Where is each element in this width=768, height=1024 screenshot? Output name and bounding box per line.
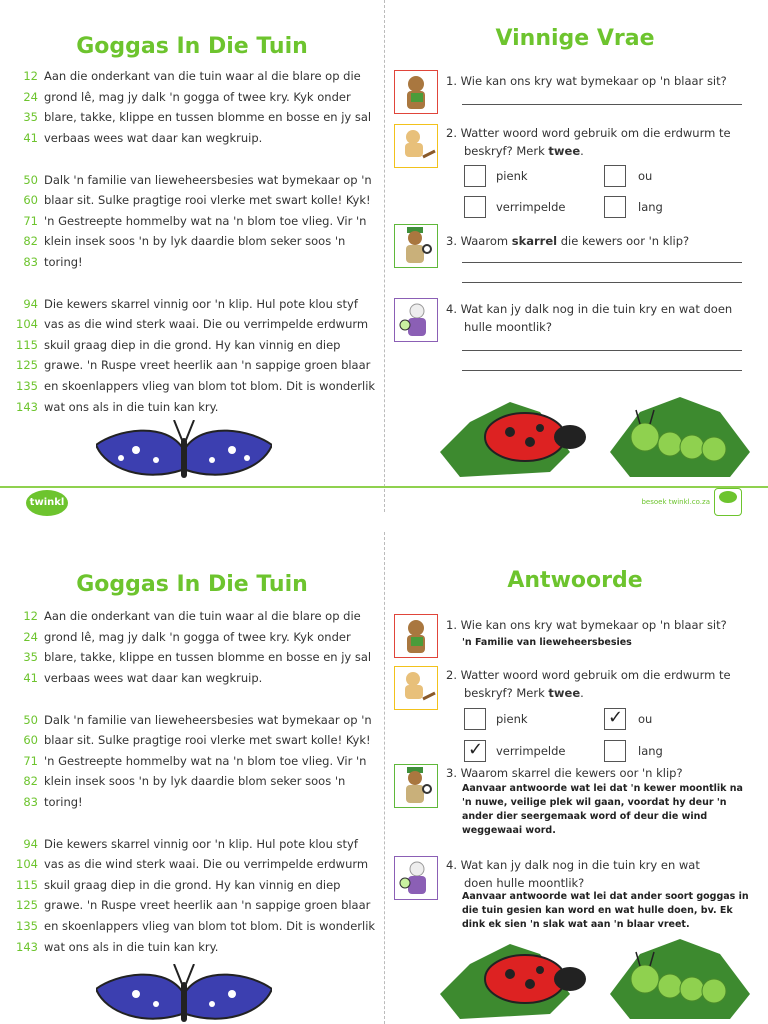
word-count: 135 xyxy=(16,379,38,394)
passage-paragraph xyxy=(14,66,374,148)
word-count: 83 xyxy=(23,795,38,810)
checkbox-verrimpelde[interactable] xyxy=(464,740,486,762)
word-count: 41 xyxy=(23,131,38,146)
reading-passage xyxy=(14,606,374,978)
option-label: pienk xyxy=(496,169,528,183)
cut-line xyxy=(384,532,385,1024)
option-label: verrimpelde xyxy=(496,200,566,214)
passage-line xyxy=(14,751,374,772)
passage-line xyxy=(14,314,374,335)
dog-with-magnifier-icon xyxy=(394,298,438,342)
passage-line xyxy=(14,771,374,792)
word-count: 24 xyxy=(23,89,38,104)
passage-line xyxy=(14,833,374,854)
dog-digging-icon xyxy=(394,666,438,710)
question-4-text: 4. Wat kan jy dalk nog in die tuin kry en wat doen hulle moontlik? xyxy=(446,858,700,890)
option-label: lang xyxy=(638,744,663,758)
option-label: ou xyxy=(638,712,653,726)
checkbox-lang[interactable] xyxy=(604,740,626,762)
word-count: 115 xyxy=(16,877,38,892)
reading-column xyxy=(0,532,384,1024)
passage-text: Aan die onderkant van die tuin waar al die blare op die xyxy=(44,609,361,624)
checkbox-ou[interactable] xyxy=(604,165,626,187)
passage-text: en skoenlappers vlieg van blom tot blom. Dit is wonderlik xyxy=(44,919,376,934)
passage-line xyxy=(14,668,374,689)
passage-text: 'n Gestreepte hommelby wat na 'n blom toe vlieg. Vir 'n xyxy=(44,753,367,768)
passage-text: Dalk 'n familie van lieweheersbesies wat bymekaar op 'n xyxy=(44,712,372,727)
passage-text: Dalk 'n familie van lieweheersbesies wat bymekaar op 'n xyxy=(44,172,372,187)
word-count: 71 xyxy=(23,213,38,228)
passage-text: wat ons als in die tuin kan kry. xyxy=(44,399,219,414)
question-2-text: 2. Watter woord word gebruik om die erdwurm te beskryf? Merk twee. xyxy=(446,668,731,700)
option-label: ou xyxy=(638,169,653,183)
passage-line xyxy=(14,231,374,252)
answers-column xyxy=(390,532,768,1024)
answer-1-text: 'n Familie van lieweheersbesies xyxy=(462,637,632,648)
dog-reading-icon xyxy=(394,614,438,658)
checkbox-pienk[interactable] xyxy=(464,708,486,730)
answer-line[interactable] xyxy=(462,262,742,263)
worksheet-answers xyxy=(0,532,768,1024)
detective-dog-icon xyxy=(394,224,438,268)
passage-line xyxy=(14,293,374,314)
word-count: 143 xyxy=(16,939,38,954)
word-count: 104 xyxy=(16,857,38,872)
question-1-text: 1. Wie kan ons kry wat bymekaar op 'n blaar sit? xyxy=(446,74,727,88)
quality-badge-icon xyxy=(714,488,742,516)
passage-text: 'n Gestreepte hommelby wat na 'n blom toe vlieg. Vir 'n xyxy=(44,213,367,228)
passage-paragraph xyxy=(14,833,374,957)
checkbox-row-1 xyxy=(462,708,752,734)
checkbox-row-2 xyxy=(462,740,752,766)
butterfly-illustration xyxy=(96,420,272,482)
detective-dog-icon xyxy=(394,764,438,808)
passage-paragraph xyxy=(14,606,374,688)
word-count: 125 xyxy=(16,898,38,913)
passage-text: verbaas wees wat daar kan wegkruip. xyxy=(44,671,263,686)
passage-text: en skoenlappers vlieg van blom tot blom. Dit is wonderlik xyxy=(44,379,376,394)
passage-line xyxy=(14,169,374,190)
questions-title: Vinnige Vrae xyxy=(495,26,655,51)
passage-title: Goggas In Die Tuin xyxy=(76,572,308,597)
passage-line xyxy=(14,627,374,648)
question-3-text: 3. Waarom skarrel die kewers oor 'n klip? xyxy=(446,234,690,248)
word-count: 143 xyxy=(16,399,38,414)
passage-text: grawe. 'n Ruspe vreet heerlik aan 'n sappige groen blaar xyxy=(44,358,371,373)
word-count: 94 xyxy=(23,296,38,311)
cut-line xyxy=(384,0,385,512)
word-count: 24 xyxy=(23,629,38,644)
word-count: 41 xyxy=(23,671,38,686)
passage-text: blaar sit. Sulke pragtige rooi vlerke met swart kolle! Kyk! xyxy=(44,193,371,208)
word-count: 12 xyxy=(23,609,38,624)
passage-line xyxy=(14,792,374,813)
passage-line xyxy=(14,252,374,273)
butterfly-illustration xyxy=(96,964,272,1024)
passage-line xyxy=(14,376,374,397)
passage-text: toring! xyxy=(44,255,83,270)
passage-text: verbaas wees wat daar kan wegkruip. xyxy=(44,131,263,146)
dog-with-magnifier-icon xyxy=(394,856,438,900)
passage-line xyxy=(14,211,374,232)
passage-text: toring! xyxy=(44,795,83,810)
passage-line xyxy=(14,647,374,668)
ladybug-caterpillar-illustration xyxy=(430,392,760,482)
word-count: 125 xyxy=(16,358,38,373)
word-count: 104 xyxy=(16,317,38,332)
question-4-text: 4. Wat kan jy dalk nog in die tuin kry en wat doen hulle moontlik? xyxy=(446,302,733,334)
passage-text: skuil graag diep in die grond. Hy kan vinnig en diep xyxy=(44,337,341,352)
passage-line xyxy=(14,709,374,730)
word-count: 60 xyxy=(23,733,38,748)
passage-line xyxy=(14,916,374,937)
passage-line xyxy=(14,936,374,957)
answer-line[interactable] xyxy=(462,350,742,351)
question-2-text: 2. Watter woord word gebruik om die erdwurm te beskryf? Merk twee. xyxy=(446,126,731,158)
passage-line xyxy=(14,606,374,627)
passage-line xyxy=(14,730,374,751)
passage-line xyxy=(14,335,374,356)
questions-column xyxy=(390,0,768,512)
answer-line[interactable] xyxy=(462,282,742,283)
dog-digging-icon xyxy=(394,124,438,168)
checkbox-pienk[interactable] xyxy=(464,165,486,187)
question-1-text: 1. Wie kan ons kry wat bymekaar op 'n blaar sit? xyxy=(446,618,727,632)
word-count: 35 xyxy=(23,650,38,665)
footer-rule xyxy=(0,486,768,488)
passage-line xyxy=(14,190,374,211)
checkbox-row-2 xyxy=(462,196,752,222)
word-count: 135 xyxy=(16,919,38,934)
check-mark-icon: ✓ xyxy=(468,739,484,760)
passage-line xyxy=(14,875,374,896)
passage-text: blare, takke, klippe en tussen blomme en bosse en jy sal xyxy=(44,650,372,665)
passage-text: skuil graag diep in die grond. Hy kan vinnig en diep xyxy=(44,877,341,892)
option-label: verrimpelde xyxy=(496,744,566,758)
checkbox-verrimpelde[interactable] xyxy=(464,196,486,218)
reading-passage xyxy=(14,66,374,438)
word-count: 115 xyxy=(16,337,38,352)
option-label: lang xyxy=(638,200,663,214)
passage-title: Goggas In Die Tuin xyxy=(76,34,308,59)
passage-text: blare, takke, klippe en tussen blomme en bosse en jy sal xyxy=(44,110,372,125)
passage-line xyxy=(14,895,374,916)
passage-text: wat ons als in die tuin kan kry. xyxy=(44,939,219,954)
passage-text: grond lê, mag jy dalk 'n gogga of twee kry. Kyk onder xyxy=(44,629,351,644)
word-count: 83 xyxy=(23,255,38,270)
footer-url[interactable]: besoek twinkl.co.za xyxy=(641,498,710,506)
passage-text: klein insek soos 'n by lyk daardie blom seker soos 'n xyxy=(44,234,346,249)
word-count: 82 xyxy=(23,234,38,249)
answer-line[interactable] xyxy=(462,370,742,371)
word-count: 60 xyxy=(23,193,38,208)
passage-paragraph xyxy=(14,169,374,272)
dog-reading-icon xyxy=(394,70,438,114)
passage-line xyxy=(14,128,374,149)
word-count: 94 xyxy=(23,836,38,851)
option-label: pienk xyxy=(496,712,528,726)
passage-text: Die kewers skarrel vinnig oor 'n klip. Hul pote klou styf xyxy=(44,836,358,851)
passage-paragraph xyxy=(14,709,374,812)
ladybug-caterpillar-illustration xyxy=(430,934,760,1024)
answer-line[interactable] xyxy=(462,104,742,105)
passage-text: klein insek soos 'n by lyk daardie blom seker soos 'n xyxy=(44,774,346,789)
checkbox-ou[interactable] xyxy=(604,708,626,730)
question-3-text: 3. Waarom skarrel die kewers oor 'n klip? xyxy=(446,766,683,780)
passage-line xyxy=(14,66,374,87)
checkbox-row-1 xyxy=(462,165,752,191)
word-count: 50 xyxy=(23,712,38,727)
passage-text: blaar sit. Sulke pragtige rooi vlerke met swart kolle! Kyk! xyxy=(44,733,371,748)
passage-line xyxy=(14,107,374,128)
answers-title: Antwoorde xyxy=(507,568,643,593)
check-mark-icon: ✓ xyxy=(608,707,624,728)
passage-text: Aan die onderkant van die tuin waar al die blare op die xyxy=(44,69,361,84)
passage-text: vas as die wind sterk waai. Die ou verrimpelde erdwurm xyxy=(44,317,369,332)
passage-line xyxy=(14,396,374,417)
passage-line xyxy=(14,854,374,875)
answer-3-text: Aanvaar antwoorde wat lei dat 'n kewer moontlik na 'n nuwe, veilige plek wil gaan, voordat hy deur 'n ander dier seergemaak word of deur die wind weggewaai word. xyxy=(462,783,743,836)
passage-paragraph xyxy=(14,293,374,417)
passage-text: grond lê, mag jy dalk 'n gogga of twee kry. Kyk onder xyxy=(44,89,351,104)
reading-column xyxy=(0,0,384,512)
passage-line xyxy=(14,355,374,376)
word-count: 82 xyxy=(23,774,38,789)
word-count: 71 xyxy=(23,753,38,768)
word-count: 50 xyxy=(23,172,38,187)
answer-4-text: Aanvaar antwoorde wat lei dat ander soort goggas in die tuin gesien kan word en wat hulle doen, bv. Ek dink ek sien 'n slak wat aan 'n blaar vreet. xyxy=(462,891,749,930)
passage-line xyxy=(14,87,374,108)
word-count: 12 xyxy=(23,69,38,84)
passage-text: Die kewers skarrel vinnig oor 'n klip. Hul pote klou styf xyxy=(44,296,358,311)
word-count: 35 xyxy=(23,110,38,125)
passage-text: vas as die wind sterk waai. Die ou verrimpelde erdwurm xyxy=(44,857,369,872)
checkbox-lang[interactable] xyxy=(604,196,626,218)
passage-text: grawe. 'n Ruspe vreet heerlik aan 'n sappige groen blaar xyxy=(44,898,371,913)
twinkl-logo[interactable]: twinkl xyxy=(26,490,68,516)
